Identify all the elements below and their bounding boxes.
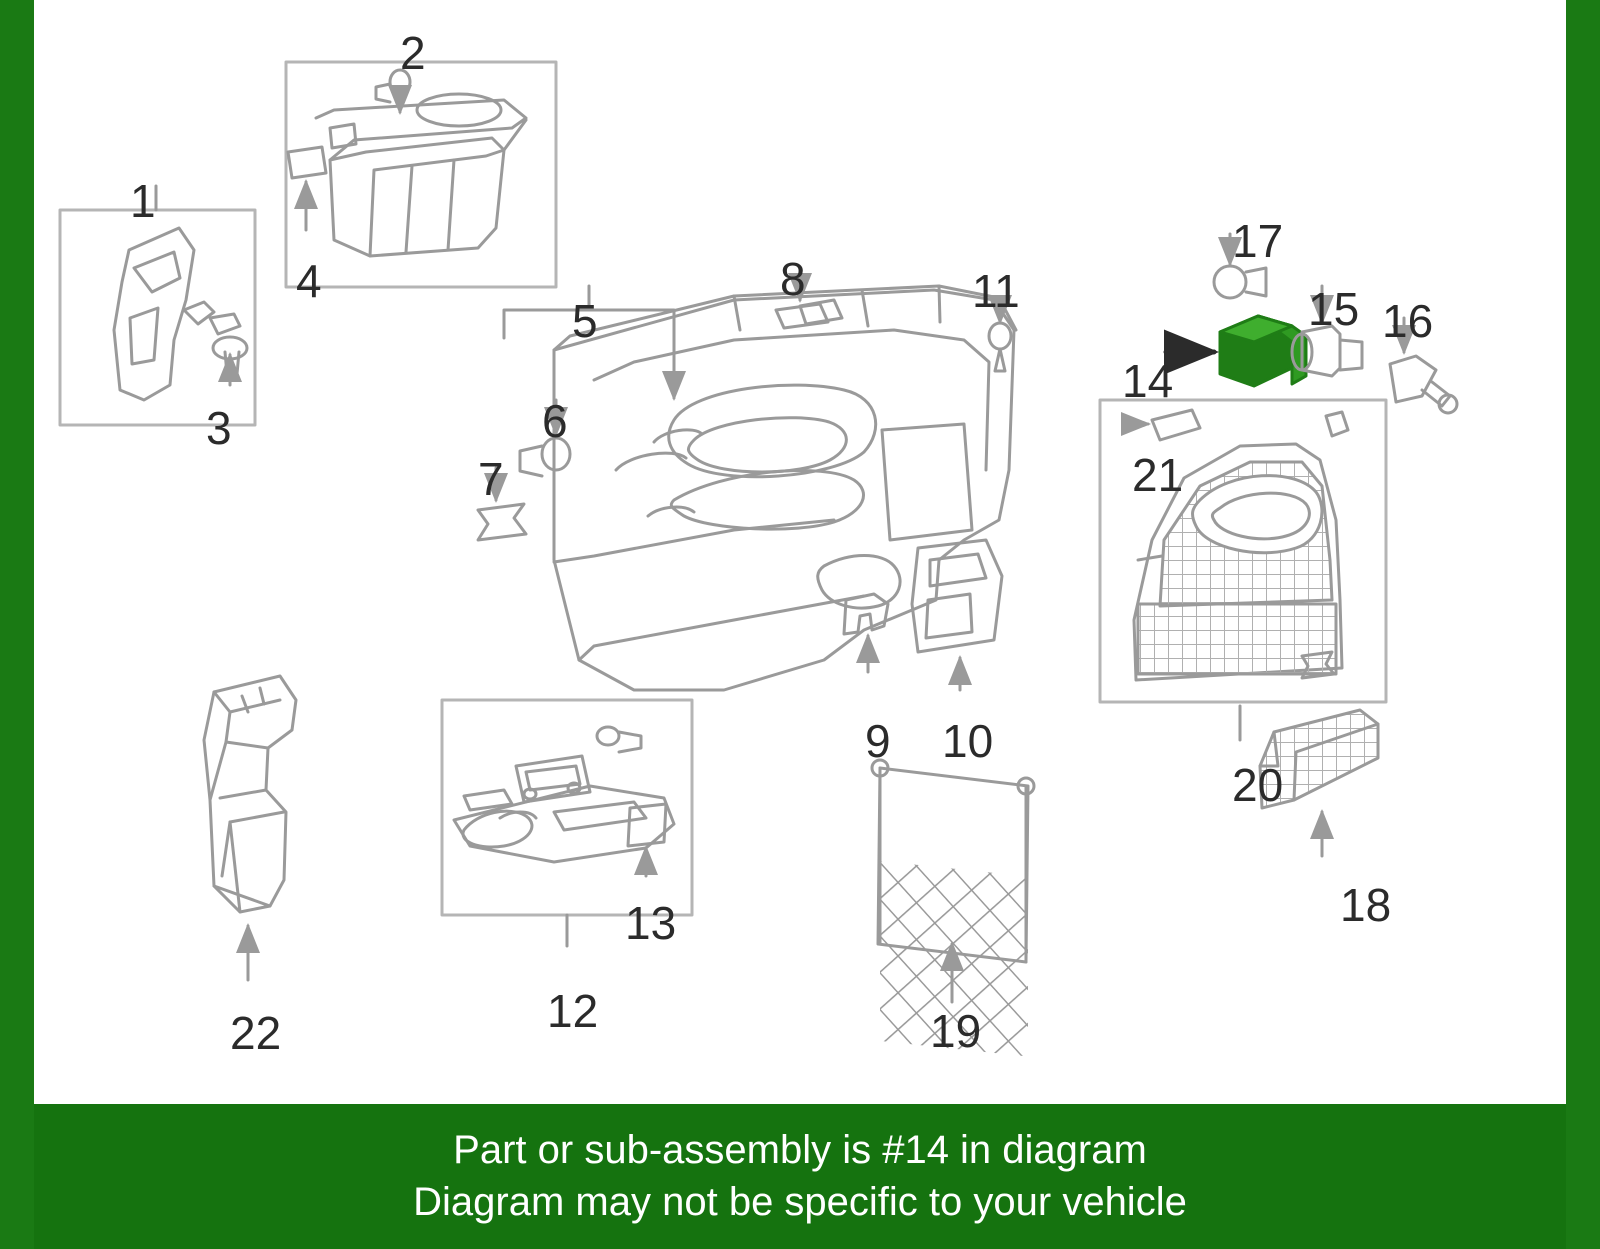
notice-line-1: Part or sub-assembly is #14 in diagram <box>453 1128 1147 1173</box>
callout-6: 6 <box>542 395 568 447</box>
callout-10: 10 <box>942 715 994 767</box>
callout-11: 11 <box>972 265 1020 317</box>
callout-1: 1 <box>130 175 156 227</box>
callout-22: 22 <box>230 1007 282 1059</box>
callout-19: 19 <box>930 1005 982 1057</box>
callout-9: 9 <box>865 715 891 767</box>
callout-18: 18 <box>1340 879 1392 931</box>
callout-21: 21 <box>1132 449 1184 501</box>
diagram-notice-banner <box>34 1104 1566 1249</box>
callout-15: 15 <box>1308 283 1360 335</box>
callout-20: 20 <box>1232 759 1284 811</box>
callout-2: 2 <box>400 27 426 79</box>
callout-17: 17 <box>1232 215 1284 267</box>
notice-line-2: Diagram may not be specific to your vehicle <box>413 1179 1187 1224</box>
callout-5: 5 <box>572 295 598 347</box>
callout-12: 12 <box>547 985 599 1037</box>
callout-16: 16 <box>1382 295 1434 347</box>
callout-7: 7 <box>478 453 504 505</box>
callout-3: 3 <box>206 402 232 454</box>
callout-14: 14 <box>1122 355 1174 407</box>
parts-illustration <box>34 0 1566 1150</box>
callout-8: 8 <box>780 253 806 305</box>
callout-13: 13 <box>625 897 677 949</box>
callout-4: 4 <box>296 255 322 307</box>
left-green-edge-bar <box>0 0 34 1249</box>
right-green-edge-bar <box>1566 0 1600 1249</box>
